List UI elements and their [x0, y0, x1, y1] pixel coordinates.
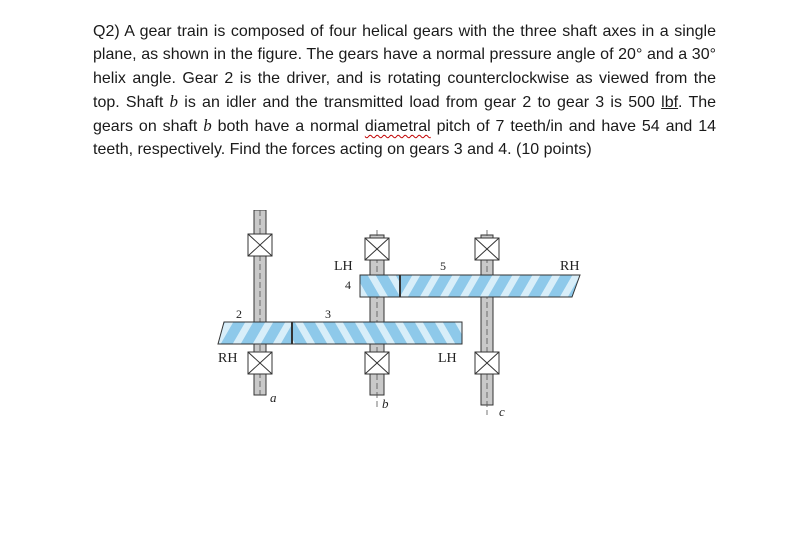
label-gear-3: 3	[325, 307, 331, 321]
question-part-5: pitch of 7 teeth/in and have 54 and 14 teeth, respectively. Find the forces acting on gears 3 and 4. (10 points)	[93, 118, 717, 159]
bearing-a-bottom	[248, 352, 272, 374]
label-gear-2: 2	[236, 307, 242, 321]
gear-2	[218, 322, 292, 344]
bearing-b-top	[365, 238, 389, 260]
unit-lbf: lbf	[661, 93, 679, 111]
bearing-c-bottom	[475, 352, 499, 374]
gear-train-figure	[210, 210, 590, 425]
label-lh-gear-4: LH	[334, 259, 353, 274]
label-gear-4: 4	[345, 278, 351, 292]
question-part-4: both have a normal	[211, 118, 365, 136]
label-shaft-c: c	[499, 404, 505, 419]
shaft-b-italic-2: b	[203, 116, 212, 136]
label-shaft-b: b	[382, 396, 389, 411]
label-shaft-a: a	[270, 390, 277, 405]
question-part-2: is an idler and the transmitted load from gear 2 to gear 3 is 500	[178, 93, 662, 111]
gear-4	[360, 275, 400, 297]
bearing-a-top	[248, 234, 272, 256]
label-gear-5: 5	[440, 259, 446, 273]
bearing-c-top	[475, 238, 499, 260]
question-part-1: Q2) A gear train is composed of four helical gears with the three shaft axes in a single plane, as shown in the figure. The gears have a normal pressure angle of 20° and a 30° helix angle. Gear 2 is the driver, and is rotating counterclockwise as viewed from the top. Shaft	[93, 23, 716, 111]
gear-5	[400, 275, 580, 297]
gear-train-diagram	[210, 210, 590, 425]
label-lh-gear-3: LH	[438, 351, 457, 366]
question-text	[93, 20, 716, 162]
bearing-b-bottom	[365, 352, 389, 374]
gear-3	[292, 322, 462, 344]
shaft-b-italic: b	[169, 91, 179, 111]
label-rh-gear-5: RH	[560, 259, 580, 274]
word-diametral: diametral	[364, 118, 431, 136]
label-rh-gear-2: RH	[218, 351, 238, 366]
question-part-3: . The gears on shaft	[93, 93, 717, 136]
